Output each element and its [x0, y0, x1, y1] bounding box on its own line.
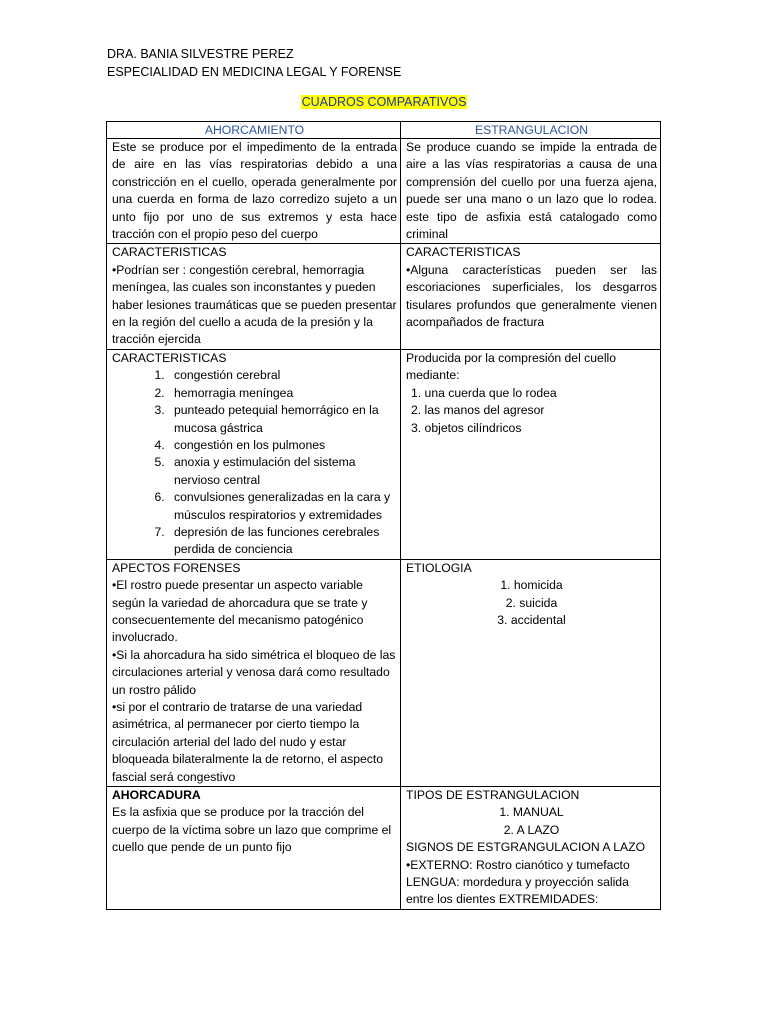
cell-text: •Si la ahorcadura ha sido simétrica el bloqueo de las circulaciones arterial y venosa dará como resultado un rostro pálido [112, 647, 396, 697]
cell-compression-means [401, 349, 661, 559]
list-item: 2. A LAZO [503, 822, 560, 837]
author-name: DRA. BANIA SILVESTRE PEREZ [107, 47, 294, 61]
cell-heading: TIPOS DE ESTRANGULACION [406, 788, 580, 803]
cell-text: •EXTERNO: Rostro cianótico y tumefacto LENGUA: mordedura y proyección salida entre los dientes EXTREMIDADES: [406, 857, 630, 907]
types-list [406, 804, 657, 839]
document-header [107, 46, 401, 81]
cell-subheading: SIGNOS DE ESTGRANGULACION A LAZO [406, 840, 646, 855]
cell-heading: ETIOLOGIA [406, 560, 472, 575]
cell-heading: AHORCADURA [112, 788, 201, 803]
list-item: 6. convulsiones generalizadas en la cara y músculos respiratorios y extremidades [168, 489, 397, 524]
cell-heading: CARACTERISTICAS [112, 245, 227, 260]
table-row [107, 349, 661, 559]
cell-etiology [401, 559, 661, 786]
list-item: 3. accidental [497, 612, 566, 627]
table-row [107, 139, 661, 244]
definition-ahorcamiento: Este se produce por el impedimento de la entrada de aire en las vías respiratorias debido a una constricción en el cuello, operada generalmente por una cuerda en forma de lazo corredizo sujeto a un unto fijo por uno de sus extremos y esta hace tracción con el propio peso del cuerpo [107, 139, 401, 244]
cell-text: •Alguna características pueden ser las escoriaciones superficiales, los desgarros tisulares profundos que generalmente vienen acompañados de fractura [406, 262, 657, 330]
comparison-table [106, 121, 661, 910]
list-item: 2. las manos del agresor [411, 403, 545, 418]
cell-text: •El rostro puede presentar un aspecto variable según la variedad de ahorcadura que se trate y consecuentemente del mecanismo patogénico involucrado. [112, 578, 368, 645]
cell-text: Producida por la compresión del cuello mediante: [406, 350, 617, 383]
table-header-row [107, 122, 661, 139]
table-row [107, 559, 661, 786]
header-ahorcamiento: AHORCAMIENTO [107, 122, 401, 139]
definition-estrangulacion: Se produce cuando se impide la entrada de aire a las vías respiratorias a causa de una comprensión del cuello por una fuerza ajena, puede ser una mano o un lazo que lo rodea. este tipo de asfixia está catalogado como criminal [401, 139, 661, 244]
cell-heading: APECTOS FORENSES [112, 560, 241, 575]
table-row [107, 244, 661, 349]
table-row [107, 787, 661, 910]
list-item: 2. suicida [505, 595, 558, 610]
list-item: 1. congestión cerebral [168, 367, 397, 384]
cell-heading: CARACTERISTICAS [112, 350, 227, 365]
list-item: 1. homicida [500, 578, 563, 593]
list-item: 7. depresión de las funciones cerebrales perdida de conciencia [168, 524, 397, 559]
characteristics-list [112, 367, 397, 558]
cell-characteristics-list [107, 349, 401, 559]
cell-text: Es la asfixia que se produce por la tracción del cuerpo de la víctima sobre un lazo que comprime el cuello que pende de un punto fijo [112, 805, 392, 855]
cell-characteristics-left [107, 244, 401, 349]
cell-heading: CARACTERISTICAS [406, 245, 521, 260]
cell-text: •Podrían ser : congestión cerebral, hemorragia meníngea, las cuales son inconstantes y pueden haber lesiones traumáticas que se pueden presentar en la región del cuello a acuda de la presión y la tracción ejercida [112, 262, 397, 347]
list-item: 3. punteado petequial hemorrágico en la mucosa gástrica [168, 402, 397, 437]
compression-list [406, 385, 657, 437]
list-item: 5. anoxia y estimulación del sistema nervioso central [168, 454, 397, 489]
list-item: 2. hemorragia meníngea [168, 385, 397, 402]
author-specialty: ESPECIALIDAD EN MEDICINA LEGAL Y FORENSE [107, 64, 402, 79]
page-title: CUADROS COMPARATIVOS [301, 95, 467, 109]
list-item: 1. MANUAL [499, 805, 564, 820]
cell-ahorcadura [107, 787, 401, 910]
cell-strangulation-types [401, 787, 661, 910]
cell-text: •si por el contrario de tratarse de una variedad asimétrica, al permanecer por cierto tiempo la circulación arterial del lado del nudo y estar bloqueada bilateralmente la de retorno, el aspecto fascial será congestivo [112, 700, 384, 784]
list-item: 3. objetos cilíndricos [411, 420, 522, 435]
cell-characteristics-right [401, 244, 661, 349]
etiology-list [406, 577, 657, 629]
cell-forensic-aspects [107, 559, 401, 786]
title-wrap [0, 93, 768, 111]
list-item: 4. congestión en los pulmones [168, 437, 397, 454]
header-estrangulacion: ESTRANGULACION [401, 122, 661, 139]
list-item: 1. una cuerda que lo rodea [411, 385, 557, 400]
